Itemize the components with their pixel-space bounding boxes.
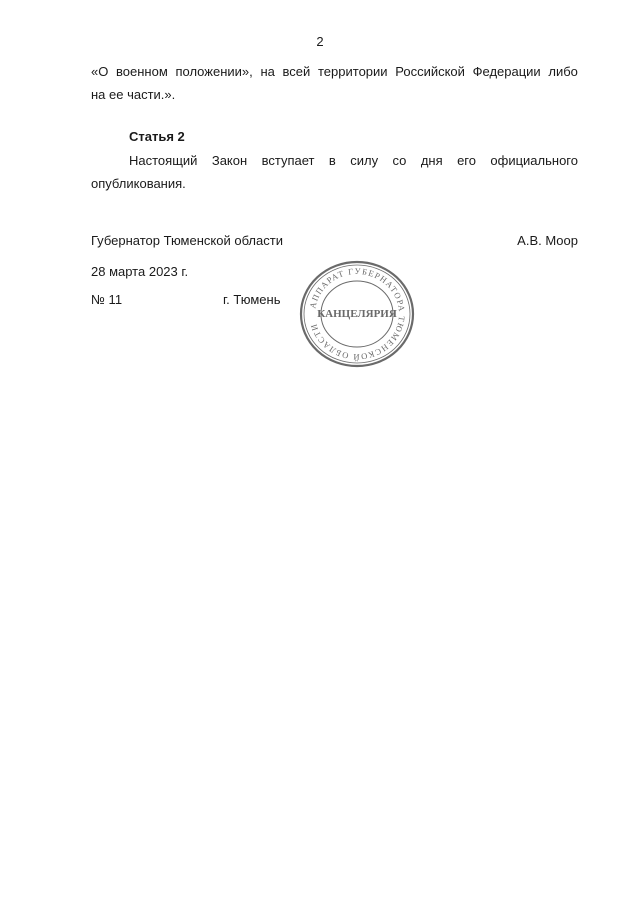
stamp-ring-text: АППАРАТ ГУБЕРНАТОРА ТЮМЕНСКОЙ ОБЛАСТИ: [307, 265, 408, 363]
signing-city: г. Тюмень: [223, 292, 281, 307]
paragraph-1-word: Российской: [395, 64, 465, 79]
paragraph-1-word: территории: [318, 64, 388, 79]
official-stamp: [297, 259, 417, 369]
governor-name: А.В. Моор: [517, 233, 578, 248]
article-word: Закон: [211, 153, 248, 168]
paragraph-1-word: положении»,: [175, 64, 253, 79]
paragraph-1-line-2: на ее части.».: [91, 87, 176, 102]
article-word: вступает: [261, 153, 315, 168]
article-word: его: [457, 153, 476, 168]
article-word: Настоящий: [129, 153, 198, 168]
paragraph-1-word: либо: [548, 64, 578, 79]
law-number: № 11: [91, 292, 123, 307]
paragraph-1-word: «О: [91, 64, 109, 79]
paragraph-1-word: всей: [282, 64, 311, 79]
page-number: 2: [316, 34, 324, 49]
article-word: официального: [490, 153, 578, 168]
paragraph-1-word: Федерации: [472, 64, 541, 79]
stamp-center-text: КАНЦЕЛЯРИЯ: [317, 308, 397, 320]
article-line-1: [129, 153, 578, 169]
article-word: в: [328, 153, 336, 168]
paragraph-1-word: военном: [116, 64, 168, 79]
article-line-2: опубликования.: [91, 176, 186, 191]
paragraph-1-word: на: [260, 64, 275, 79]
paragraph-1-line-1: [91, 64, 578, 80]
signing-date: 28 марта 2023 г.: [91, 264, 189, 279]
article-word: силу: [350, 153, 379, 168]
governor-position: Губернатор Тюменской области: [91, 233, 283, 248]
article-word: со: [392, 153, 407, 168]
article-word: дня: [420, 153, 443, 168]
article-heading: Статья 2: [129, 129, 185, 144]
